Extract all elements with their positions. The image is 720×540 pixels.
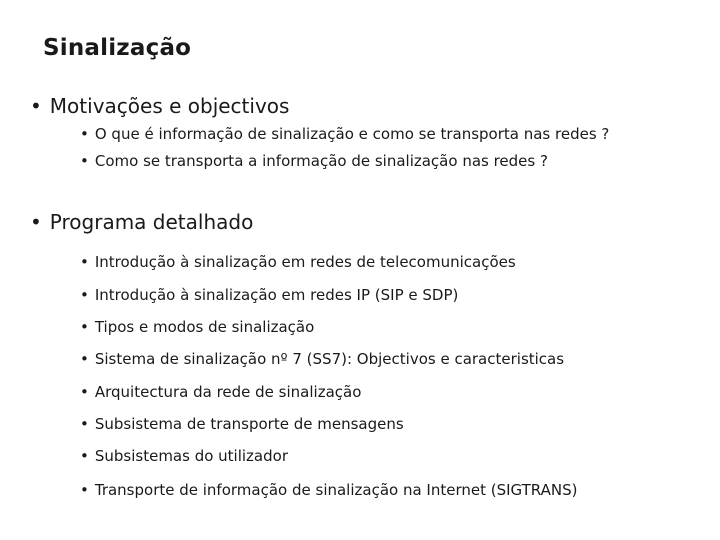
section-heading-programa	[30, 210, 253, 234]
bullet-icon: •	[80, 447, 89, 465]
list-item	[80, 152, 548, 170]
section-heading-motivacoes	[30, 94, 289, 118]
list-item	[80, 318, 314, 336]
bullet-icon: •	[80, 415, 89, 433]
list-item-text: Introdução à sinalização em redes IP (SIP e SDP)	[94, 286, 459, 304]
bullet-icon: •	[80, 350, 89, 368]
bullet-icon: •	[80, 286, 89, 304]
section-heading-text: Programa detalhado	[49, 210, 254, 234]
slide-title: Sinalização	[43, 35, 192, 61]
list-item	[80, 481, 577, 499]
list-item	[80, 383, 361, 401]
bullet-icon: •	[80, 152, 89, 170]
bullet-icon: •	[80, 125, 89, 143]
list-item-text: Subsistema de transporte de mensagens	[94, 415, 404, 433]
list-item-text: Introdução à sinalização em redes de telecomunicações	[94, 253, 516, 271]
list-item	[80, 125, 609, 143]
list-item-text: Sistema de sinalização nº 7 (SS7): Objectivos e caracteristicas	[94, 350, 565, 368]
list-item	[80, 350, 564, 368]
list-item-text: Transporte de informação de sinalização na Internet (SIGTRANS)	[94, 481, 578, 499]
list-item-text: Tipos e modos de sinalização	[94, 318, 315, 336]
list-item-text: O que é informação de sinalização e como se transporta nas redes ?	[94, 125, 610, 143]
list-item-text: Arquitectura da rede de sinalização	[94, 383, 362, 401]
bullet-icon: •	[80, 318, 89, 336]
list-item	[80, 415, 404, 433]
list-item	[80, 447, 288, 465]
bullet-icon: •	[30, 210, 42, 234]
list-item	[80, 286, 458, 304]
list-item-text: Subsistemas do utilizador	[94, 447, 288, 465]
bullet-icon: •	[80, 383, 89, 401]
section-heading-text: Motivações e objectivos	[49, 94, 290, 118]
bullet-icon: •	[30, 94, 42, 118]
list-item	[80, 253, 516, 271]
bullet-icon: •	[80, 481, 89, 499]
list-item-text: Como se transporta a informação de sinalização nas redes ?	[94, 152, 548, 170]
bullet-icon: •	[80, 253, 89, 271]
